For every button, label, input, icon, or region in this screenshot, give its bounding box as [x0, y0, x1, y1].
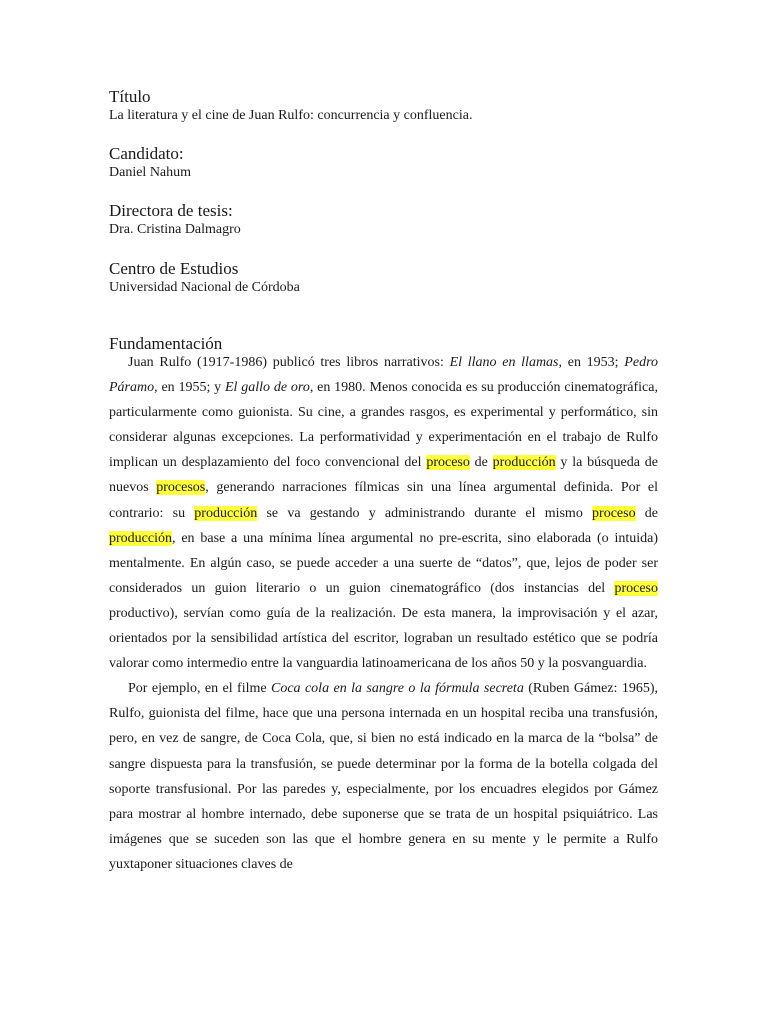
candidate-section [109, 144, 658, 182]
fundamentacion-body [109, 350, 658, 877]
highlighted-term: proceso [426, 455, 470, 471]
paragraph-2 [109, 676, 658, 877]
book-title: Pedro Páramo [109, 355, 658, 396]
highlighted-term: proceso [592, 505, 636, 521]
paragraph-1 [109, 350, 658, 676]
text-run: , en 1953; [558, 355, 625, 370]
text-run: de [469, 455, 493, 471]
highlighted-term: producción [492, 455, 556, 471]
text-run: (Ruben Gámez: 1965), Rulfo, guionista del filme, hace que una persona internada en un hospital reciba una transfusión, pero, en vez de sangre, de Coca Cola, que, si bien no está indicado en la marca de la “bolsa” de sangre dispuesta para la transfusión, se puede determinar por la forma de la botella colgada del soporte transfusional. Por las paredes y, especialmente, por los encuadres elegidos por Gámez para mostrar al hombre internado, debe suponerse que se trata de un hospital psiquiátrico. Las imágenes que se suceden son las que el hombre genera en su mente y le permite a Rulfo yuxtaponer situaciones claves de [109, 681, 658, 872]
text-run: y la búsqueda de nuevos [109, 455, 658, 496]
title-section [109, 87, 658, 125]
title-value: La literatura y el cine de Juan Rulfo: concurrencia y confluencia. [109, 108, 473, 123]
text-run: Juan Rulfo (1917-1986) publicó tres libros narrativos: [128, 355, 450, 370]
book-title: El llano en llamas [449, 355, 559, 370]
director-value: Dra. Cristina Dalmagro [109, 222, 241, 237]
text-run: Por ejemplo, en el filme [128, 681, 271, 697]
text-run: , en 1980. Menos conocida es su producción cinematográfica, particularmente como guionista. Su cine, a grandes rasgos, es experimental y performático, sin considerar algunas excepciones. La performatividad y experimentación en el trabajo de Rulfo implican un desplazamiento del foco convencional del [109, 380, 658, 471]
highlighted-term: proceso [614, 580, 658, 596]
text-run: productivo), servían como guía de la realización. De esta manera, la improvisación y el azar, orientados por la sensibilidad artística del escritor, lograban un resultado estético que se podría valorar como intermedio entre la vanguardia latinoamericana de los años 50 y la posvanguardia. [109, 605, 658, 672]
highlighted-term: procesos [156, 480, 206, 496]
center-heading: Centro de Estudios [109, 259, 239, 278]
text-run: , en base a una mínima línea argumental no pre-escrita, sino elaborada (o intuida) mentalmente. En algún caso, se puede acceder a una suerte de “datos”, que, lejos de poder ser considerados un guion literario o un guion cinematográfico (dos instancias del [109, 530, 658, 596]
center-value: Universidad Nacional de Córdoba [109, 280, 300, 295]
center-section [109, 259, 658, 297]
highlighted-term: producción [194, 505, 258, 521]
candidate-value: Daniel Nahum [109, 165, 192, 180]
title-heading: Título [109, 87, 151, 106]
text-run: de [635, 505, 658, 521]
book-title: El gallo de oro [225, 380, 310, 396]
text-run: , generando narraciones fílmicas sin una línea argumental definida. Por el contrario: su [109, 480, 658, 521]
candidate-heading: Candidato: [109, 144, 184, 163]
fundamentacion-heading: Fundamentación [109, 334, 223, 353]
highlighted-term: producción [109, 530, 172, 546]
director-heading: Directora de tesis: [109, 201, 233, 220]
film-title: Coca cola en la sangre o la fórmula secreta [271, 681, 524, 697]
text-run: se va gestando y administrando durante el mismo [257, 505, 593, 521]
text-run: , en 1955; y [154, 380, 225, 396]
director-section [109, 201, 658, 239]
